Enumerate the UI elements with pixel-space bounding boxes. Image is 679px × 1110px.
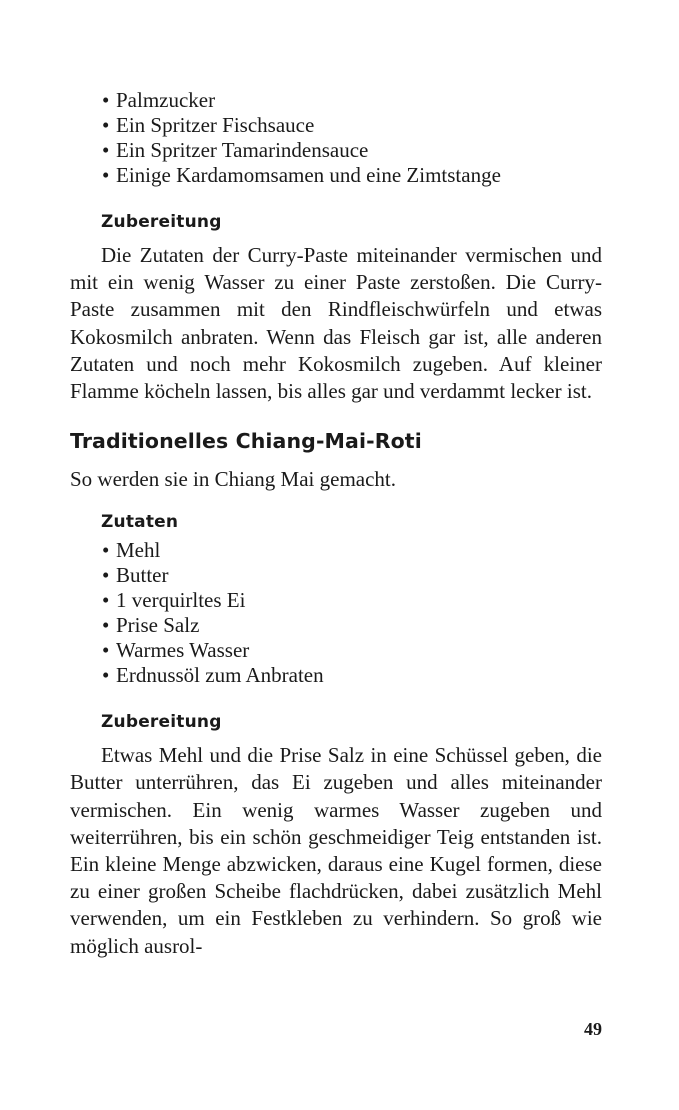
recipe-intro: So werden sie in Chiang Mai gemacht. [70, 467, 397, 492]
list-item: • Butter [102, 563, 602, 588]
list-item: • Erdnussöl zum Anbraten [102, 663, 602, 688]
list-item: • Ein Spritzer Tamarindensauce [102, 138, 602, 163]
recipe-title: Traditionelles Chiang-Mai-Roti [70, 429, 422, 454]
page-content [70, 88, 602, 960]
list-item: • Prise Salz [102, 613, 602, 638]
list-item: • Palmzucker [102, 88, 602, 113]
prep-heading-1: Zubereitung [101, 212, 222, 232]
list-item: • 1 verquirltes Ei [102, 588, 602, 613]
prep-heading-2: Zubereitung [101, 712, 222, 733]
ingredient-list-top [70, 88, 602, 188]
list-item: • Warmes Wasser [102, 638, 602, 663]
prep-paragraph-1: Die Zutaten der Curry-Paste miteinander vermischen und mit ein wenig Wasser zu einer Paste zerstoßen. Die Curry-Paste zusammen mit den Rindfleischwürfeln und etwas Kokosmilch anbraten. Wenn das Fleisch gar ist, alle anderen Zutaten und noch mehr Kokosmilch zugeben. Auf kleiner Flamme köcheln lassen, bis alles gar und verdammt lecker ist. [70, 243, 602, 404]
prep-paragraph-2: Etwas Mehl und die Prise Salz in eine Schüssel geben, die Butter unterrühren, das Ei zugeben und alles miteinander vermischen. Ein wenig warmes Wasser zugeben und weiterrühren, bis ein schön geschmeidiger Teig entstanden ist. Ein kleine Menge abzwicken, daraus eine Kugel formen, diese zu einer großen Scheibe flachdrücken, dabei zusätzlich Mehl verwenden, um ein Festkleben zu verhindern. So groß wie möglich ausrol- [70, 743, 602, 958]
ingredient-list-roti [70, 538, 602, 688]
list-item: • Mehl [102, 538, 602, 563]
ingredients-heading: Zutaten [101, 512, 179, 533]
page-number: 49 [584, 1019, 602, 1039]
list-item: • Ein Spritzer Fischsauce [102, 113, 602, 138]
list-item: • Einige Kardamomsamen und eine Zimtstange [102, 163, 602, 188]
